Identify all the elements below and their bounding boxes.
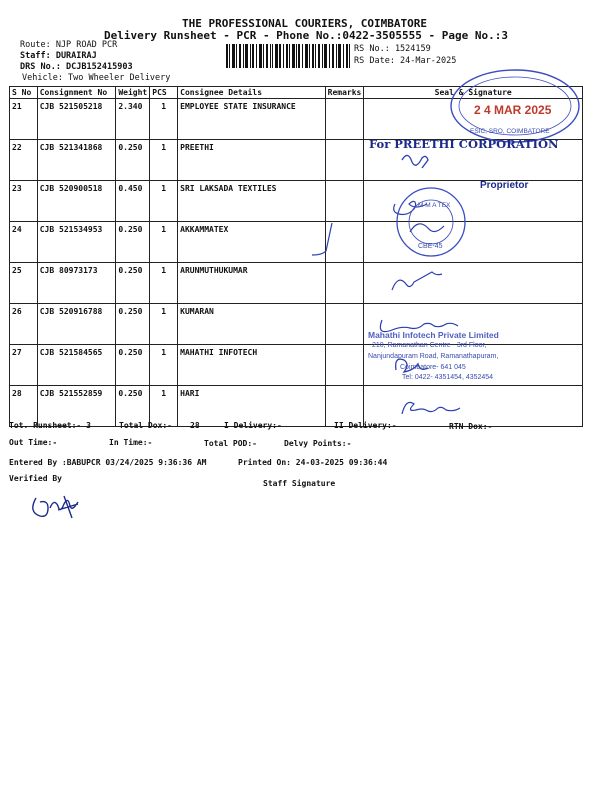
entered-by: Entered By :BABUPCR 03/24/2025 9:36:36 AM	[9, 458, 207, 467]
printed-on: Printed On: 24-03-2025 09:36:44	[238, 458, 388, 467]
esic-stamp-ring-text: ESIC, SRO, COIMBATORE	[470, 128, 550, 135]
cell-remarks	[325, 99, 364, 140]
cell-weight: 2.340	[116, 99, 150, 140]
cell-sno: 23	[10, 181, 38, 222]
route-label: Route: NJP ROAD PCR	[20, 40, 118, 50]
table-row	[10, 263, 583, 304]
cell-consignment: CJB 521584565	[37, 345, 116, 386]
col-pcs: PCS	[150, 87, 178, 99]
cell-weight: 0.250	[116, 304, 150, 345]
table-row	[10, 345, 583, 386]
cell-sno: 24	[10, 222, 38, 263]
cell-consignee: KUMARAN	[178, 304, 326, 345]
cell-consignee: HARI	[178, 386, 326, 427]
table-row	[10, 222, 583, 263]
cell-weight: 0.250	[116, 386, 150, 427]
cell-pcs: 1	[150, 304, 178, 345]
cell-consignment: CJB 521552859	[37, 386, 116, 427]
cell-consignee: MAHATHI INFOTECH	[178, 345, 326, 386]
table-header-row	[10, 87, 583, 99]
cell-seal	[364, 263, 583, 304]
rs-date-label: RS Date: 24-Mar-2025	[354, 56, 457, 66]
col-remarks: Remarks	[325, 87, 364, 99]
i-delivery: I Delivery:-	[224, 421, 282, 430]
cell-sno: 22	[10, 140, 38, 181]
cell-sno: 28	[10, 386, 38, 427]
col-sno: S No	[10, 87, 38, 99]
cell-consignment: CJB 80973173	[37, 263, 116, 304]
cell-pcs: 1	[150, 263, 178, 304]
tot-runsheet: Tot. Runsheet:- 3	[9, 421, 91, 430]
total-dox-value: 28	[190, 421, 200, 430]
col-consignment: Consignment No	[37, 87, 116, 99]
col-consignee: Consignee Details	[178, 87, 326, 99]
total-pod: Total POD:-	[204, 439, 257, 448]
cell-consignment: CJB 520916788	[37, 304, 116, 345]
verifier-signature	[33, 496, 78, 518]
cell-sno: 21	[10, 99, 38, 140]
cell-weight: 0.250	[116, 263, 150, 304]
cell-pcs: 1	[150, 386, 178, 427]
cell-consignee: EMPLOYEE STATE INSURANCE	[178, 99, 326, 140]
ii-delivery: II Delivery:-	[334, 421, 397, 430]
cell-seal	[364, 181, 583, 222]
mahathi-stamp-addr1: 210, Ramanathan Centre - 3rd Floor,	[372, 342, 487, 349]
in-time: In Time:-	[109, 438, 153, 447]
cell-weight: 0.250	[116, 345, 150, 386]
mahathi-stamp-name: Mahathi Infotech Private Limited	[368, 330, 499, 340]
cell-remarks	[325, 222, 364, 263]
col-weight: Weight	[116, 87, 150, 99]
cell-remarks	[325, 345, 364, 386]
rs-no-label: RS No.: 1524159	[354, 44, 431, 54]
cell-sno: 27	[10, 345, 38, 386]
cell-consignee: AKKAMMATEX	[178, 222, 326, 263]
mmatex-stamp-code: CBE-45	[418, 243, 443, 250]
cell-pcs: 1	[150, 345, 178, 386]
cell-pcs: 1	[150, 99, 178, 140]
cell-remarks	[325, 140, 364, 181]
esic-stamp-date: 2 4 MAR 2025	[474, 103, 552, 117]
barcode-icon	[226, 44, 350, 68]
cell-consignment: CJB 521505218	[37, 99, 116, 140]
cell-consignment: CJB 521534953	[37, 222, 116, 263]
cell-seal	[364, 222, 583, 263]
cell-sno: 25	[10, 263, 38, 304]
mahathi-stamp-addr3: Coimbatore- 641 045	[400, 364, 466, 371]
cell-consignment: CJB 520900518	[37, 181, 116, 222]
mahathi-stamp-addr2: Nanjundapuram Road, Ramanathapuram,	[368, 353, 499, 360]
vehicle-label: Vehicle: Two Wheeler Delivery	[22, 73, 171, 83]
cell-pcs: 1	[150, 140, 178, 181]
cell-sno: 26	[10, 304, 38, 345]
cell-pcs: 1	[150, 181, 178, 222]
delvy-points: Delvy Points:-	[284, 439, 352, 448]
rtn-dox: RTN Dox:-	[449, 422, 493, 431]
cell-remarks	[325, 263, 364, 304]
cell-remarks	[325, 304, 364, 345]
cell-consignment: CJB 521341868	[37, 140, 116, 181]
col-seal-signature: Seal & Signature	[364, 87, 583, 99]
cell-weight: 0.450	[116, 181, 150, 222]
company-title: THE PROFESSIONAL COURIERS, COIMBATORE	[182, 17, 428, 30]
cell-remarks	[325, 181, 364, 222]
table-row	[10, 386, 583, 427]
for-preethi-corporation-stamp: For PREETHI CORPORATION	[369, 137, 559, 151]
cell-consignee: PREETHI	[178, 140, 326, 181]
proprietor-stamp: Proprietor	[480, 180, 529, 191]
cell-consignee: SRI LAKSADA TEXTILES	[178, 181, 326, 222]
cell-pcs: 1	[150, 222, 178, 263]
total-dox-label: Total Dox:-	[119, 421, 172, 430]
cell-weight: 0.250	[116, 140, 150, 181]
out-time: Out Time:-	[9, 438, 58, 447]
mahathi-stamp-tel: Tel: 0422- 4351454, 4352454	[402, 374, 494, 381]
runsheet-title: Delivery Runsheet - PCR - Phone No.:0422-3505555 - Page No.:3	[104, 29, 508, 42]
cell-weight: 0.250	[116, 222, 150, 263]
staff-signature-label: Staff Signature	[263, 479, 336, 488]
verified-by: Verified By	[9, 474, 62, 483]
mmatex-stamp-ring-text: M M A TEX	[418, 202, 451, 209]
cell-consignee: ARUNMUTHUKUMAR	[178, 263, 326, 304]
staff-label: Staff: DURAIRAJ	[20, 51, 97, 61]
drs-label: DRS No.: DCJB152415903	[20, 62, 133, 72]
